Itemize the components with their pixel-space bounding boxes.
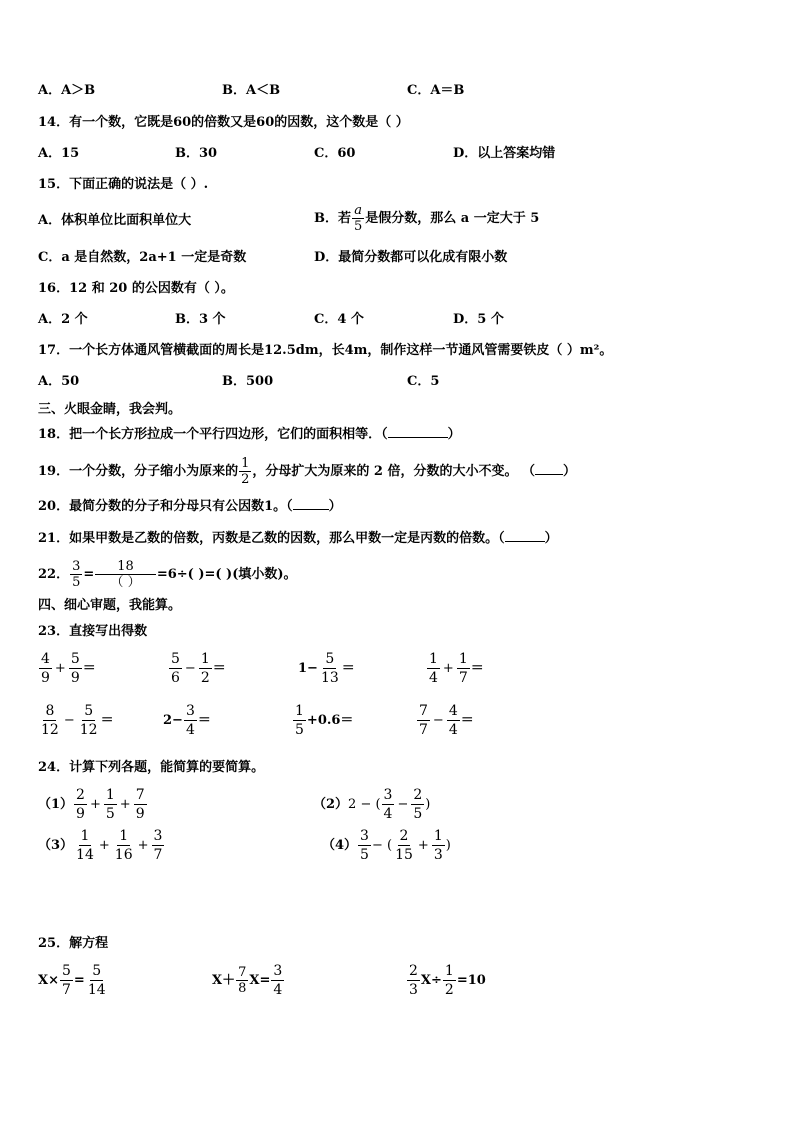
fraction-denominator: 5 [354,219,363,234]
fraction-numerator: 7 [135,787,145,803]
fraction [74,786,87,823]
fraction-denominator: 4 [429,670,438,686]
expression-prefix: − ( [371,838,393,853]
fraction-denominator: 12 [79,722,98,738]
q22-suffix: =6÷( )=( )(填小数)。 [156,567,297,582]
q22 [38,559,297,590]
equation-prefix: X＋ [212,973,236,988]
fraction-numerator: 3 [383,787,393,803]
q13-option-a: A．A＞B [38,83,96,98]
operator: − [397,797,409,812]
operator: − [63,713,75,728]
operator: + [119,797,131,812]
closing-paren: ) [425,797,431,812]
equals-sign: ＝ [341,661,355,676]
q21 [38,531,558,547]
fraction-denominator: 4 [185,722,195,738]
q23-item-2 [168,650,226,687]
fraction [393,827,415,864]
fraction-denominator-blank[interactable]: （ ） [110,575,141,590]
fraction [39,702,61,739]
answer-blank[interactable] [293,509,329,510]
q19-suffix: ，分母扩大为原来的 2 倍，分数的大小不变。 （ [252,464,535,479]
fraction-denominator: 13 [320,670,339,686]
fraction [152,827,165,864]
fraction-numerator: 1 [80,828,90,844]
fraction [134,786,147,823]
equation-suffix: =10 [456,973,486,988]
fraction-denominator: 7 [153,847,163,863]
equals-sign: = [83,567,95,582]
fraction-numerator: 2 [409,963,418,979]
part-label: （2） [313,797,349,812]
fraction-numerator: 18 [95,559,156,575]
q16-option-c: C．4 个 [314,312,364,327]
equals-sign: ＝ [212,661,226,676]
q15-stem: 15．下面正确的说法是（ ）. [38,177,209,192]
fraction-denominator: 5 [105,806,115,822]
fraction-numerator: 1 [444,963,454,979]
fraction-denominator: 2 [241,472,250,487]
q24-part-3 [38,827,165,864]
q23-item-8 [416,702,474,739]
fraction-denominator: 4 [448,722,458,738]
fraction-denominator: 2 [444,982,454,998]
q16-stem: 16．12 和 20 的公因数有（ ）。 [38,281,234,296]
q21-text: 21．如果甲数是乙数的倍数，丙数是乙数的因数，那么甲数一定是丙数的倍数。（ [38,531,505,546]
fraction [407,962,420,999]
q17-stem: 17．一个长方体通风管横截面的周长是12.5dm，长4m，制作这样一节通风管需要铁皮（ ）m²。 [38,343,613,358]
fraction-denominator: 14 [87,982,106,998]
equals-sign: ＝ [197,713,211,728]
fraction-denominator: 8 [238,981,247,996]
fraction [443,962,456,999]
answer-blank[interactable] [505,541,545,542]
fraction-numerator: 3 [360,828,369,844]
fraction-numerator: 7 [419,703,428,719]
q14-option-c: C．60 [314,146,356,161]
fraction [78,702,100,739]
whole-number-minus: 2− [163,713,183,728]
fraction-numerator: 5 [171,651,180,667]
fraction [60,962,73,999]
fraction-one-half [239,456,251,487]
q19-close: ） [563,464,577,479]
fraction-numerator: 5 [70,651,80,667]
fraction-denominator: 5 [360,847,369,863]
answer-blank[interactable] [388,437,448,438]
q20-text: 20．最简分数的分子和分母只有公因数1。（ [38,499,293,514]
fraction-denominator: 7 [458,670,468,686]
plus-decimal-equals: +0.6＝ [306,713,354,728]
fraction-numerator: 2 [76,787,85,803]
q14-option-a: A．15 [38,146,80,161]
q25-stem: 25．解方程 [38,936,109,951]
answer-blank[interactable] [535,474,563,475]
fraction-numerator: 5 [92,963,102,979]
fraction [447,702,460,739]
fraction-numerator: 3 [72,559,81,574]
q17-option-a: A．50 [38,374,80,389]
fraction-numerator: 2 [399,828,409,844]
part-label: （1） [38,797,74,812]
fraction [169,650,182,687]
q17-option-b: B．500 [222,374,274,389]
fraction-3-5 [70,559,82,590]
expression-prefix: 2 − ( [348,797,381,812]
q14-stem: 14．有一个数，它既是60的倍数又是60的因数，这个数是（ ） [38,115,409,130]
fraction [184,702,197,739]
fraction-denominator: 3 [409,982,418,998]
q14-option-d: D．以上答案均错 [453,146,556,161]
fraction-numerator: 5 [325,651,335,667]
q24-stem: 24．计算下列各题，能简算的要简算。 [38,760,265,775]
fraction-numerator: 5 [84,703,94,719]
fraction [457,650,470,687]
fraction-numerator: 3 [273,963,283,979]
fraction [74,827,96,864]
fraction-numerator: 5 [61,963,71,979]
q22-number: 22． [38,567,70,582]
q15-option-c: C．a 是自然数，2a+1 一定是奇数 [38,250,247,265]
q25-equation-1 [38,962,109,999]
fraction [113,827,135,864]
operator: + [417,838,429,853]
equation-prefix: X× [38,973,59,988]
q18 [38,427,461,443]
fraction-numerator: 1 [433,828,443,844]
q16-option-a: A．2 个 [38,312,88,327]
fraction-numerator: 1 [241,456,250,471]
fraction [86,962,108,999]
fraction-numerator: 1 [105,787,115,803]
q20-close: ） [328,499,342,514]
whole-number-minus: 1− [298,661,318,676]
fraction-denominator: 3 [433,847,443,863]
operator: − [432,713,444,728]
q13-option-b: B．A＜B [222,83,281,98]
fraction-denominator: 7 [419,722,428,738]
operator: + [89,797,101,812]
fraction [104,786,117,823]
fraction [432,827,445,864]
q25-equation-3 [406,962,486,999]
fraction [199,650,212,687]
fraction-denominator: 5 [72,575,81,590]
q23-stem: 23．直接写出得数 [38,624,148,639]
fraction-denominator: 12 [41,722,59,738]
fraction-18-over-blank [95,559,156,590]
fraction [236,965,248,996]
fraction-denominator: 14 [76,847,94,863]
fraction-numerator: 3 [153,828,163,844]
q20 [38,499,342,515]
q14-option-b: B．30 [175,146,218,161]
operator: + [137,838,149,853]
fraction-numerator: 1 [119,828,129,844]
fraction-numerator: 2 [413,787,423,803]
fraction [382,786,395,823]
equals-sign: = [73,973,85,988]
fraction-denominator: 4 [273,982,283,998]
fraction-denominator: 9 [135,806,145,822]
q17-option-c: C．5 [407,374,440,389]
q15-option-b [314,203,539,234]
fraction-numerator: 7 [238,965,247,980]
fraction-numerator: 4 [448,703,458,719]
q24-part-1 [38,786,148,823]
q23-item-4 [426,650,484,687]
fraction [417,702,430,739]
fraction-denominator: 2 [200,670,210,686]
section-3-heading: 三、火眼金睛，我会判。 [38,402,182,417]
fraction [69,650,82,687]
fraction-numerator: a [354,203,363,218]
fraction [271,962,284,999]
fraction [358,827,371,864]
q13-option-c: C．A＝B [407,83,465,98]
fraction-numerator: 1 [200,651,210,667]
fraction [411,786,424,823]
operator: + [98,838,110,853]
fraction-a-over-5 [352,203,364,234]
fraction-denominator: 6 [171,670,180,686]
q23-item-1 [38,650,96,687]
operator: − [184,661,196,676]
fraction-numerator: 1 [429,651,438,667]
fraction-denominator: 7 [61,982,71,998]
q23-item-6 [163,702,211,739]
q18-text: 18．把一个长方形拉成一个平行四边形，它们的面积相等．（ [38,427,388,442]
q19-prefix: 19．一个分数，分子缩小为原来的 [38,464,239,479]
q15-option-d: D．最简分数都可以化成有限小数 [314,250,508,265]
fraction-numerator: 1 [458,651,468,667]
q15-option-b-prefix: B．若 [314,211,351,226]
fraction-denominator: 5 [413,806,423,822]
q15-option-b-suffix: 是假分数，那么 a 一定大于 5 [365,211,540,226]
q16-option-b: B．3 个 [175,312,226,327]
operator: + [442,661,454,676]
fraction-denominator: 9 [41,670,50,686]
section-4-heading: 四、细心审题，我能算。 [38,598,182,613]
q23-item-5 [38,702,114,739]
fraction-denominator: 9 [76,806,85,822]
q23-item-7 [292,702,353,739]
q19 [38,456,576,487]
q24-part-4 [322,827,451,864]
q16-option-d: D．5 个 [453,312,504,327]
fraction-numerator: 3 [185,703,195,719]
q25-equation-2 [212,962,285,999]
fraction [319,650,341,687]
q18-close: ） [447,427,461,442]
closing-paren: ) [445,838,451,853]
fraction-numerator: 8 [45,703,55,719]
fraction [39,650,52,687]
q15-option-a: A．体积单位比面积单位大 [38,213,192,228]
fraction-denominator: 4 [383,806,393,822]
equals-sign: ＝ [460,713,474,728]
fraction-denominator: 9 [70,670,80,686]
part-label: （3） [38,838,74,853]
fraction-numerator: 1 [295,703,304,719]
fraction-denominator: 15 [395,847,413,863]
q23-item-3 [298,650,355,687]
fraction-denominator: 5 [295,722,304,738]
operator: + [54,661,66,676]
fraction [427,650,440,687]
q24-part-2 [313,786,430,823]
equation-middle: X= [249,973,271,988]
equals-sign: ＝ [100,713,114,728]
equals-sign: ＝ [470,661,484,676]
fraction-numerator: 4 [41,651,50,667]
part-label: （4） [322,838,358,853]
fraction-denominator: 16 [114,847,133,863]
equals-sign: ＝ [82,661,96,676]
equation-middle: X÷ [420,973,442,988]
fraction [293,702,306,739]
q21-close: ） [544,531,558,546]
